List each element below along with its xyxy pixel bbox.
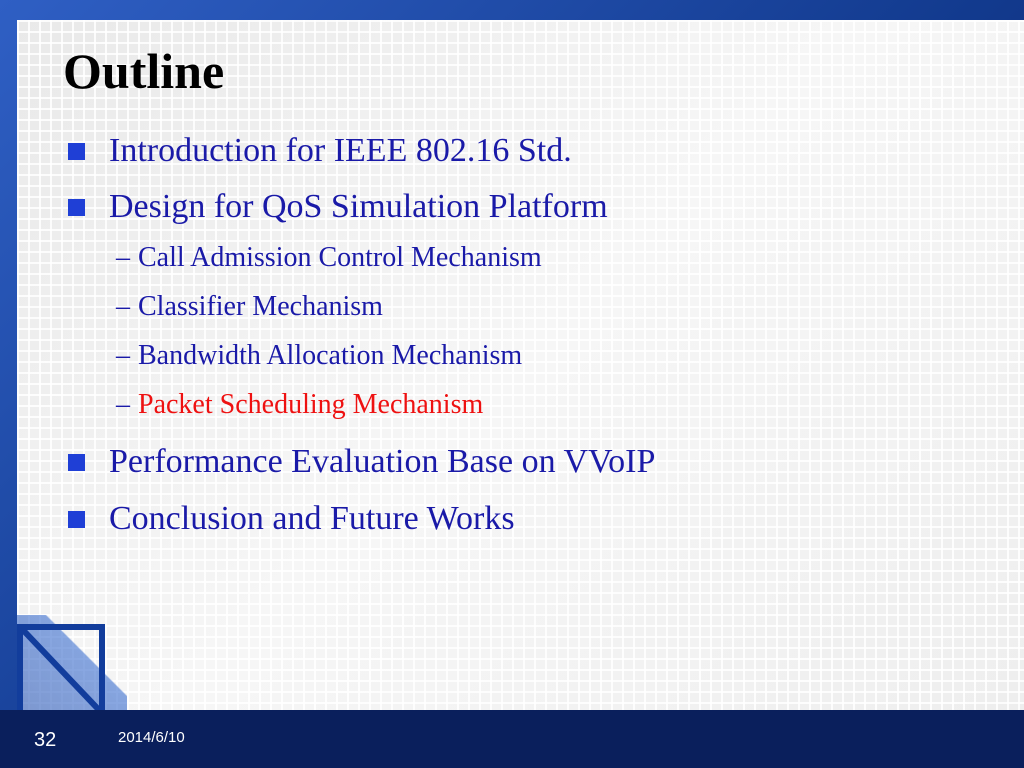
slide-date: 2014/6/10 [118, 729, 185, 746]
bullet-text: Conclusion and Future Works [109, 500, 515, 537]
sub-bullet-text-highlighted: Packet Scheduling Mechanism [138, 389, 484, 420]
sub-bullet-text: Call Admission Control Mechanism [138, 242, 542, 273]
bullet-text: Design for QoS Simulation Platform [109, 188, 608, 225]
corner-triangle-icon [17, 624, 105, 710]
sub-bullet-text: Classifier Mechanism [138, 291, 383, 322]
bullet-text: Performance Evaluation Base on VVoIP [109, 443, 656, 480]
bullet-item [68, 134, 572, 168]
dash-bullet: – [116, 340, 130, 371]
bullet-item [68, 502, 515, 536]
sub-bullet-text: Bandwidth Allocation Mechanism [138, 340, 523, 371]
square-bullet-icon [68, 143, 85, 160]
slide-title: Outline [63, 43, 225, 99]
square-bullet-icon [68, 511, 85, 528]
square-bullet-icon [68, 454, 85, 471]
sub-bullet-item [116, 293, 383, 321]
square-bullet-icon [68, 199, 85, 216]
sub-bullet-item [116, 342, 522, 370]
bullet-item [68, 445, 655, 479]
slide-number: 32 [34, 729, 57, 751]
sub-bullet-item [116, 391, 483, 419]
bullet-text: Introduction for IEEE 802.16 Std. [109, 132, 572, 169]
dash-bullet: – [116, 389, 130, 420]
sub-bullet-item [116, 244, 542, 272]
dash-bullet: – [116, 291, 130, 322]
dash-bullet: – [116, 242, 130, 273]
bullet-item [68, 190, 608, 224]
